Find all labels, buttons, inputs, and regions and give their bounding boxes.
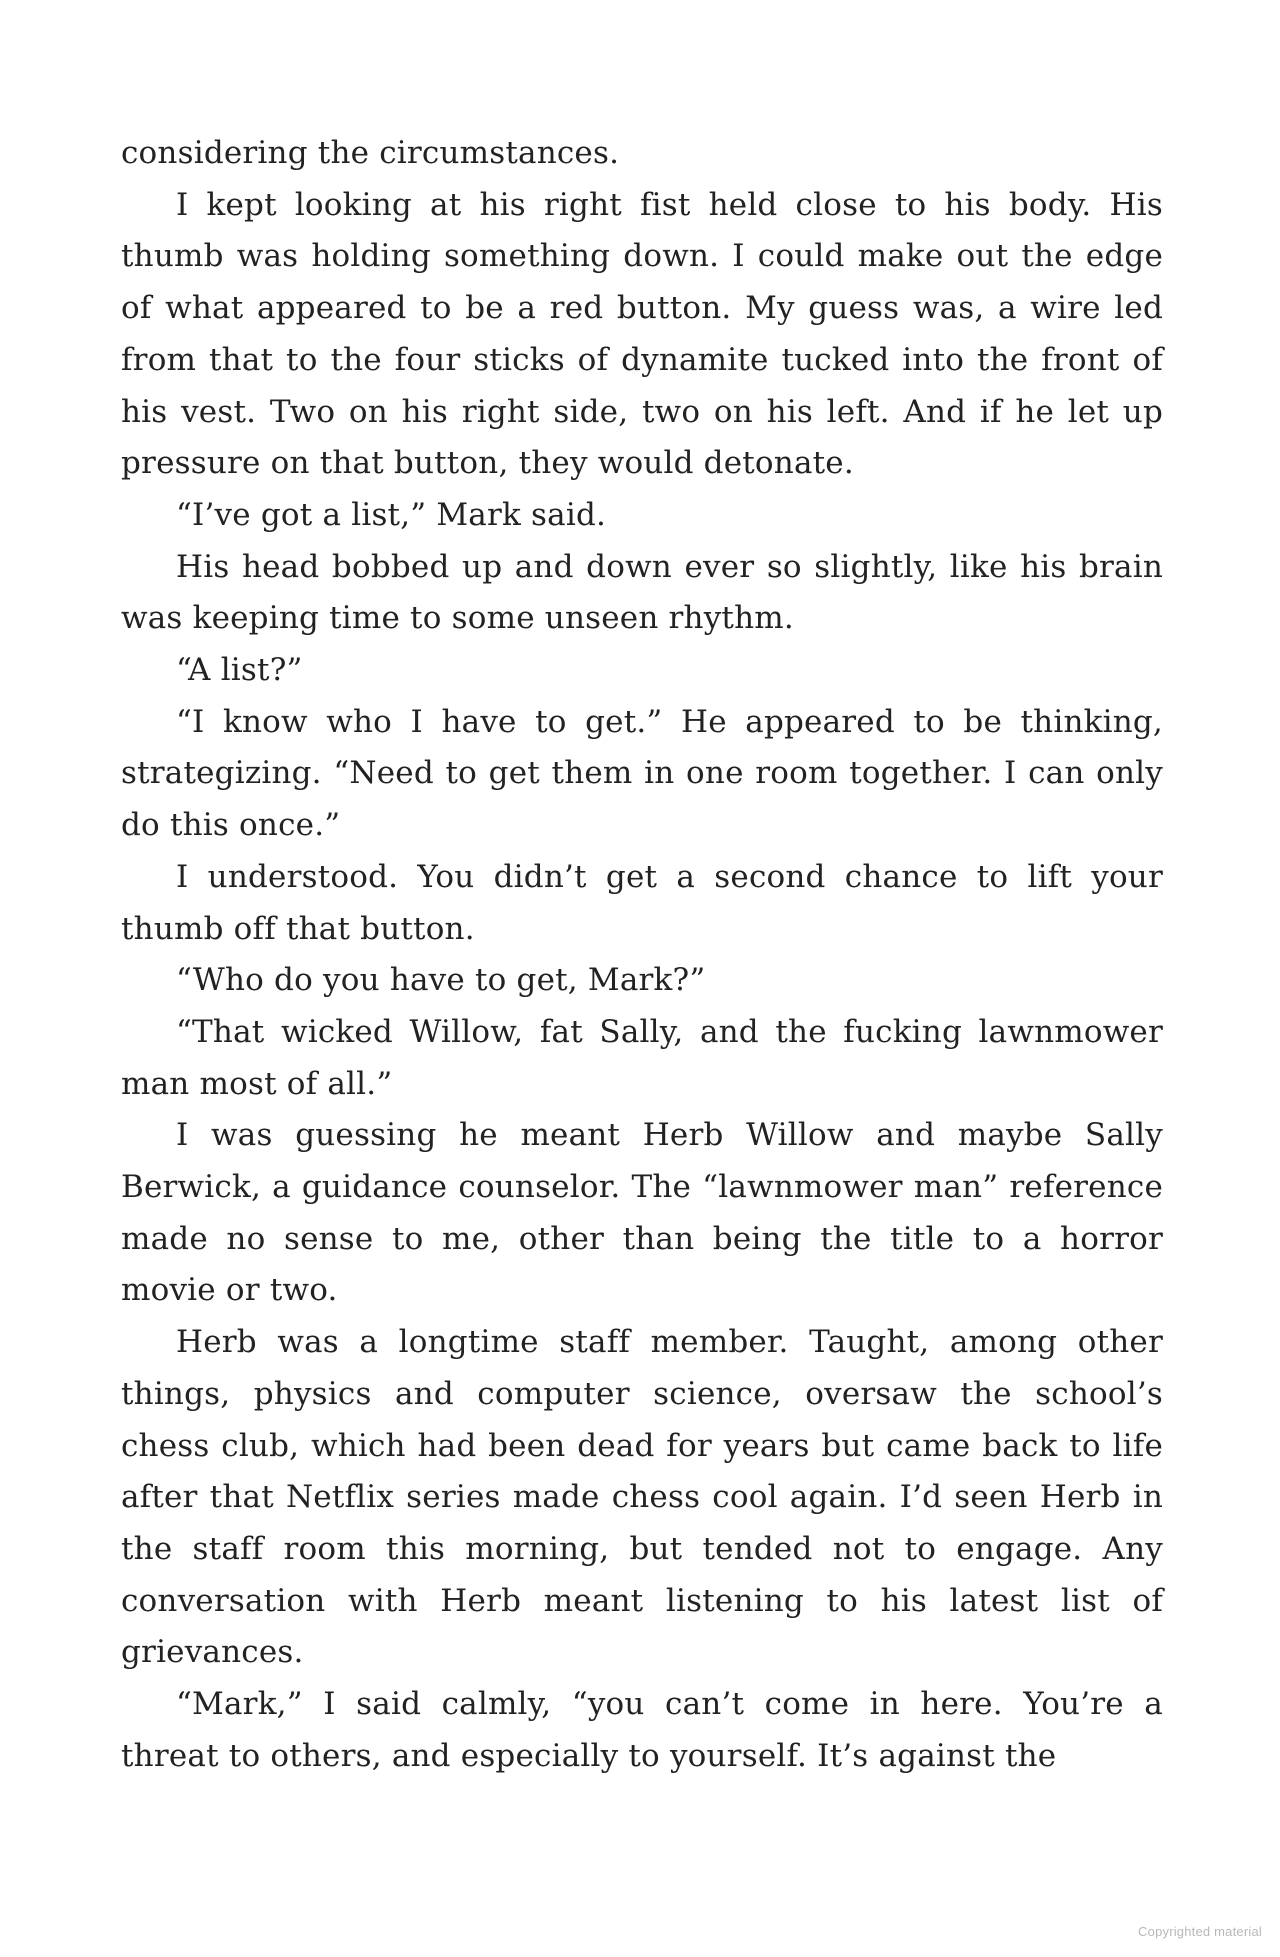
paragraph: I was guessing he meant Herb Willow and maybe Sally Berwick, a guidance counselor. The “lawnmower man” reference made no sense to me, other than being the title to a horror movie or two. xyxy=(121,1117,1163,1309)
paragraph: Herb was a longtime staff member. Taught, among other things, physics and computer science, oversaw the school’s chess club, which had been dead for years but came back to life after that Netflix series made chess cool again. I’d seen Herb in the staff room this morning, but tended not to engage. Any conversation with Herb meant listening to his latest list of grievances. xyxy=(121,1324,1163,1671)
paragraph: I understood. You didn’t get a second chance to lift your thumb off that button. xyxy=(121,858,1163,947)
copyright-watermark: Copyrighted material xyxy=(1138,1924,1262,1939)
paragraph-continuation: considering the circumstances. xyxy=(121,135,620,171)
paragraph: “Mark,” I said calmly, “you can’t come in here. You’re a threat to others, and especially to yourself. It’s against the xyxy=(121,1686,1163,1774)
paragraph: “Who do you have to get, Mark?” xyxy=(176,962,706,999)
paragraph: “I’ve got a list,” Mark said. xyxy=(176,496,607,533)
paragraph: “I know who I have to get.” He appeared to be thinking, strategizing. “Need to get them in one room together. I can only do this once.” xyxy=(121,703,1163,844)
page-body-text xyxy=(121,128,1163,1783)
paragraph: His head bobbed up and down ever so slightly, like his brain was keeping time to some unseen rhythm. xyxy=(121,548,1163,637)
paragraph: “A list?” xyxy=(176,652,303,689)
paragraph: “That wicked Willow, fat Sally, and the fucking lawnmower man most of all.” xyxy=(121,1013,1163,1102)
paragraph: I kept looking at his right fist held close to his body. His thumb was holding something down. I could make out the edge of what appeared to be a red button. My guess was, a wire led from that to the four sticks of dynamite tucked into the front of his vest. Two on his right side, two on his left. And if he let up pressure on that button, they would detonate. xyxy=(121,186,1163,482)
